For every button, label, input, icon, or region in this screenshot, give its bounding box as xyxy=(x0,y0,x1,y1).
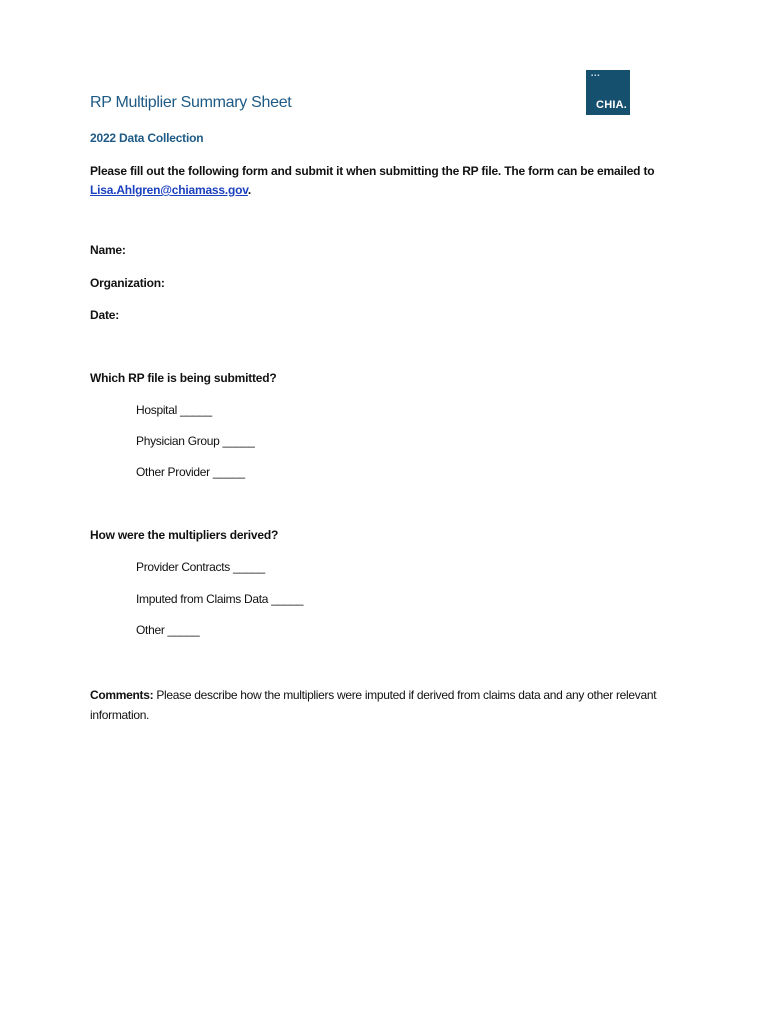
rp-file-question: Which RP file is being submitted? xyxy=(90,371,277,385)
comments-paragraph xyxy=(90,685,680,725)
date-label: Date: xyxy=(90,308,120,322)
instructions-trailing: . xyxy=(247,183,252,197)
page-subtitle: 2022 Data Collection xyxy=(90,131,204,145)
option-provider-contracts: Provider Contracts _____ xyxy=(136,560,265,574)
logo-text: CHIA. xyxy=(596,99,627,111)
comments-label: Comments: xyxy=(90,688,154,702)
chia-logo xyxy=(586,70,630,115)
instructions-paragraph xyxy=(90,162,690,200)
name-label: Name: xyxy=(90,243,126,257)
instructions-text: Please fill out the following form and submit it when submitting the RP file. The form can be emailed to xyxy=(90,164,655,178)
multipliers-question: How were the multipliers derived? xyxy=(90,528,279,542)
option-hospital: Hospital _____ xyxy=(136,403,212,417)
option-other: Other _____ xyxy=(136,623,200,637)
option-imputed-claims: Imputed from Claims Data _____ xyxy=(136,592,304,606)
logo-dots: ▪▪▪ xyxy=(591,73,601,79)
email-link[interactable]: Lisa.Ahlgren@chiamass.gov xyxy=(90,183,248,197)
organization-label: Organization: xyxy=(90,276,165,290)
comments-text: Please describe how the multipliers were imputed if derived from claims data and any other relevant information. xyxy=(90,688,657,722)
option-other-provider: Other Provider _____ xyxy=(136,465,245,479)
option-physician-group: Physician Group _____ xyxy=(136,434,255,448)
page-title: RP Multiplier Summary Sheet xyxy=(90,94,292,111)
